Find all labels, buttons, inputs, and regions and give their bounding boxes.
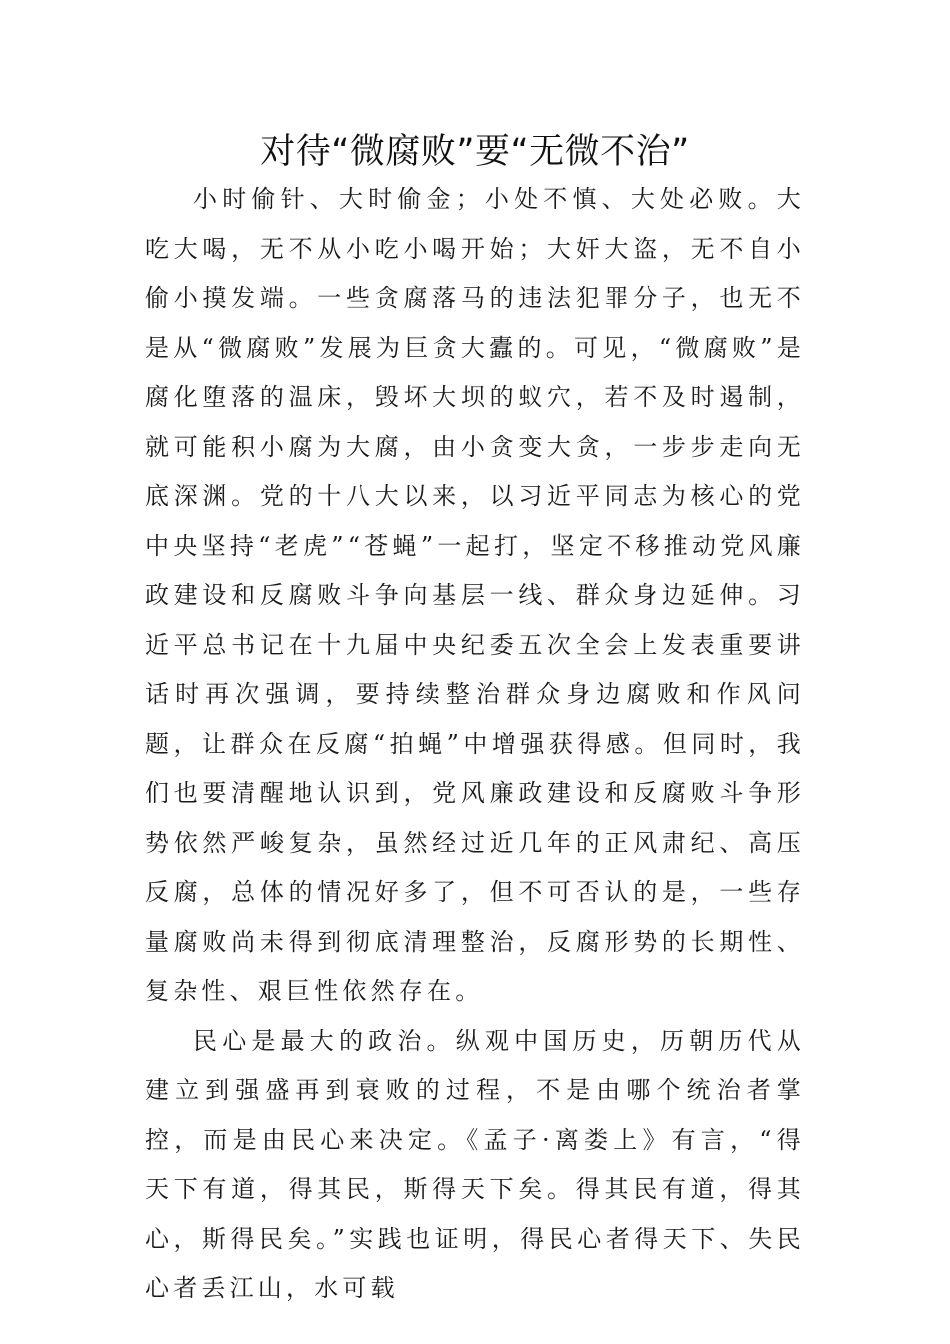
paragraph-1: 小时偷针、大时偷金；小处不慎、大处必败。大吃大喝，无不从小吃小喝开始；大奸大盗，无不自小偷小摸发端。一些贪腐落马的违法犯罪分子，也无不是从“微腐败”发展为巨贪大蠹的。可见，“微腐败”是腐化堕落的温床，毁坏大坝的蚁穴，若不及时遏制，就可能积小腐为大腐，由小贪变大贪，一步步走向无底深渊。党的十八大以来，以习近平同志为核心的党中央坚持“老虎”“苍蝇”一起打，坚定不移推动党风廉政建设和反腐败斗争向基层一线、群众身边延伸。习近平总书记在十九届中央纪委五次全会上发表重要讲话时再次强调，要持续整治群众身边腐败和作风问题，让群众在反腐“拍蝇”中增强获得感。但同时，我们也要清醒地认识到，党风廉政建设和反腐败斗争形势依然严峻复杂，虽然经过近几年的正风肃纪、高压反腐，总体的情况好多了，但不可否认的是，一些存量腐败尚未得到彻底清理整治，反腐形势的长期性、复杂性、艰巨性依然存在。 <box>145 185 805 1005</box>
paragraph-2: 民心是最大的政治。纵观中国历史，历朝历代从建立到强盛再到衰败的过程，不是由哪个统治者掌控，而是由民心来决定。《孟子·离娄上》有言，“得天下有道，得其民，斯得天下矣。得其民有道，得其心，斯得民矣。”实践也证明，得民心者得天下、失民心者丢江山，水可载 <box>145 1026 805 1302</box>
document-body <box>145 175 805 1314</box>
page-title: 对待“微腐败”要“无微不治” <box>260 132 690 172</box>
